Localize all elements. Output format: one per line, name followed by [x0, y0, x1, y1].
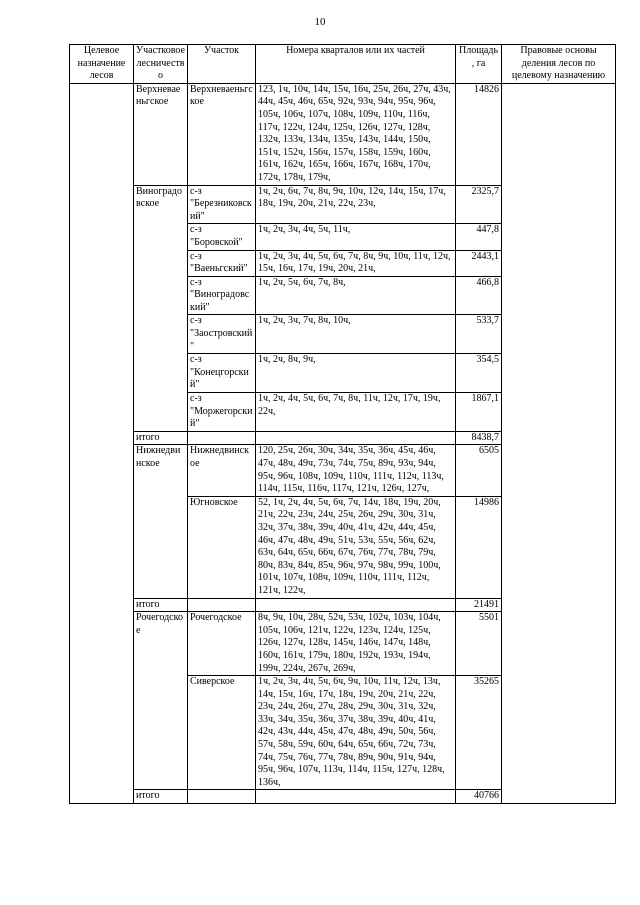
empty-cell — [188, 431, 256, 445]
forest-table — [69, 44, 616, 804]
district-cell: Верхневаеньгское — [134, 83, 188, 185]
section-name: с-з "Ваеньгский" — [188, 250, 256, 276]
section-name: Югновское — [188, 496, 256, 598]
empty-cell — [256, 598, 456, 612]
page-number: 10 — [314, 16, 326, 28]
empty-cell — [256, 790, 456, 804]
section-name: с-з "Заостровский" — [188, 315, 256, 354]
quarters-list: 1ч, 2ч, 3ч, 4ч, 5ч, 6ч, 9ч, 10ч, 11ч, 12ч, 13ч, 14ч, 15ч, 16ч, 17ч, 18ч, 19ч, 20ч, 21ч, 22ч, 23ч, 24ч, 26ч, 27ч, 28ч, 29ч, 30ч, 31ч, 32ч, 33ч, 34ч, 35ч, 36ч, 37ч, 38ч, 39ч, 40ч, 41ч, 42ч, 43ч, 44ч, 45ч, 47ч, 48ч, 49ч, 50ч, 56ч, 57ч, 58ч, 59ч, 60ч, 64ч, 65ч, 66ч, 72ч, 73ч, 74ч, 75ч, 76ч, 77ч, 78ч, 89ч, 90ч, 91ч, 94ч, 95ч, 96ч, 107ч, 113ч, 114ч, 115ч, 127ч, 128ч, 136ч, — [256, 676, 456, 790]
area-value: 2443,1 — [456, 250, 502, 276]
quarters-list: 8ч, 9ч, 10ч, 28ч, 52ч, 53ч, 102ч, 103ч, 104ч, 105ч, 106ч, 121ч, 122ч, 123ч, 124ч, 125ч, 126ч, 127ч, 128ч, 145ч, 146ч, 147ч, 148ч, 160ч, 161ч, 179ч, 180ч, 192ч, 193ч, 194ч, 199ч, 224ч, 267ч, 269ч, — [256, 612, 456, 676]
quarters-list: 120, 25ч, 26ч, 30ч, 34ч, 35ч, 36ч, 45ч, 46ч, 47ч, 48ч, 49ч, 73ч, 74ч, 75ч, 89ч, 93ч, 94ч, 95ч, 96ч, 108ч, 109ч, 110ч, 111ч, 112ч, 113ч, 114ч, 115ч, 116ч, 117ч, 121ч, 126ч, 127ч, — [256, 445, 456, 496]
district-cell: Виноградовское — [134, 185, 188, 431]
purpose-cell — [70, 83, 134, 803]
header-legal: Правовые основы деления лесов по целевому назначению — [502, 45, 616, 84]
section-name: Рочегодское — [188, 612, 256, 676]
area-value: 5501 — [456, 612, 502, 676]
section-name: с-з "Виноградовский" — [188, 276, 256, 315]
area-value: 533,7 — [456, 315, 502, 354]
legal-basis-cell — [502, 83, 616, 803]
section-name: с-з "Конецгорский" — [188, 354, 256, 393]
table-body — [70, 83, 616, 803]
quarters-list: 52, 1ч, 2ч, 4ч, 5ч, 6ч, 7ч, 14ч, 18ч, 19ч, 20ч, 21ч, 22ч, 23ч, 24ч, 25ч, 26ч, 29ч, 30ч, 31ч, 32ч, 37ч, 38ч, 39ч, 40ч, 41ч, 42ч, 44ч, 45ч, 46ч, 47ч, 48ч, 49ч, 51ч, 53ч, 55ч, 56ч, 62ч, 63ч, 64ч, 65ч, 66ч, 67ч, 76ч, 77ч, 78ч, 79ч, 80ч, 83ч, 84ч, 85ч, 96ч, 97ч, 98ч, 99ч, 100ч, 101ч, 107ч, 108ч, 109ч, 110ч, 111ч, 112ч, 121ч, 122ч, — [256, 496, 456, 598]
section-name: Верхневаеньгское — [188, 83, 256, 185]
quarters-list: 1ч, 2ч, 6ч, 7ч, 8ч, 9ч, 10ч, 12ч, 14ч, 15ч, 17ч, 18ч, 19ч, 20ч, 21ч, 22ч, 23ч, — [256, 185, 456, 224]
area-value: 354,5 — [456, 354, 502, 393]
area-value: 447,8 — [456, 224, 502, 250]
district-cell: Нижнедвинское — [134, 445, 188, 598]
area-value: 6505 — [456, 445, 502, 496]
section-name: Нижнедвинское — [188, 445, 256, 496]
quarters-list: 123, 1ч, 10ч, 14ч, 15ч, 16ч, 25ч, 26ч, 27ч, 43ч, 44ч, 45ч, 46ч, 65ч, 92ч, 93ч, 94ч, 95ч, 96ч, 105ч, 106ч, 107ч, 108ч, 109ч, 110ч, 116ч, 117ч, 122ч, 124ч, 125ч, 126ч, 127ч, 128ч, 132ч, 133ч, 134ч, 135ч, 143ч, 144ч, 150ч, 151ч, 152ч, 156ч, 157ч, 158ч, 159ч, 160ч, 161ч, 162ч, 165ч, 166ч, 167ч, 168ч, 170ч, 172ч, 178ч, 179ч, — [256, 83, 456, 185]
total-label: итого — [134, 598, 188, 612]
total-value: 40766 — [456, 790, 502, 804]
header-section: Участок — [188, 45, 256, 84]
table-row — [70, 83, 616, 185]
section-name: с-з "Боровской" — [188, 224, 256, 250]
total-label: итого — [134, 431, 188, 445]
quarters-list: 1ч, 2ч, 3ч, 7ч, 8ч, 10ч, — [256, 315, 456, 354]
empty-cell — [188, 598, 256, 612]
header-purpose: Целевое назначение лесов — [70, 45, 134, 84]
quarters-list: 1ч, 2ч, 4ч, 5ч, 6ч, 7ч, 8ч, 11ч, 12ч, 17ч, 19ч, 22ч, — [256, 393, 456, 432]
quarters-list: 1ч, 2ч, 5ч, 6ч, 7ч, 8ч, — [256, 276, 456, 315]
section-name: Сиверское — [188, 676, 256, 790]
quarters-list: 1ч, 2ч, 3ч, 4ч, 5ч, 6ч, 7ч, 8ч, 9ч, 10ч, 11ч, 12ч, 15ч, 16ч, 17ч, 19ч, 20ч, 21ч, — [256, 250, 456, 276]
empty-cell — [188, 790, 256, 804]
area-value: 14826 — [456, 83, 502, 185]
header-quarters: Номера кварталов или их частей — [256, 45, 456, 84]
header-row — [70, 45, 616, 84]
total-value: 8438,7 — [456, 431, 502, 445]
section-name: с-з "Березниковский" — [188, 185, 256, 224]
section-name: с-з "Моржегорский" — [188, 393, 256, 432]
area-value: 1867,1 — [456, 393, 502, 432]
empty-cell — [256, 431, 456, 445]
area-value: 35265 — [456, 676, 502, 790]
total-label: итого — [134, 790, 188, 804]
quarters-list: 1ч, 2ч, 3ч, 4ч, 5ч, 11ч, — [256, 224, 456, 250]
header-district: Участковое лесничество — [134, 45, 188, 84]
header-area: Площадь, га — [456, 45, 502, 84]
area-value: 466,8 — [456, 276, 502, 315]
area-value: 2325,7 — [456, 185, 502, 224]
district-cell: Рочегодское — [134, 612, 188, 790]
quarters-list: 1ч, 2ч, 8ч, 9ч, — [256, 354, 456, 393]
area-value: 14986 — [456, 496, 502, 598]
total-value: 21491 — [456, 598, 502, 612]
